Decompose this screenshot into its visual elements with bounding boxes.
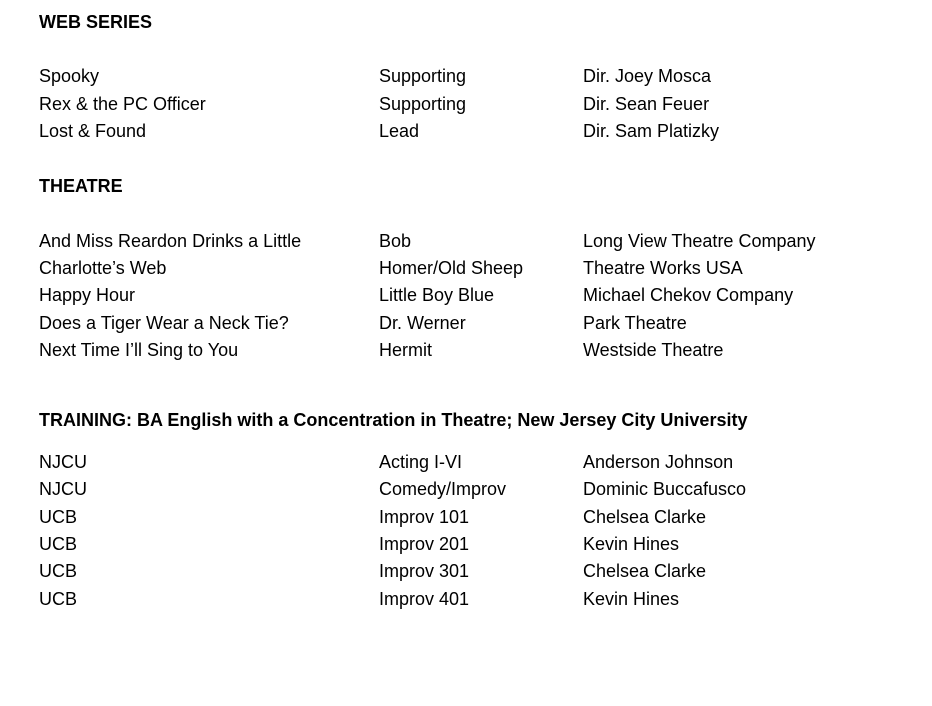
credit-director: Dir. Sam Platizky: [583, 121, 720, 141]
credit-role: Bob: [379, 231, 412, 251]
credit-company: Park Theatre: [583, 313, 687, 333]
training-row: [0, 588, 932, 610]
training-teacher: Dominic Buccafusco: [583, 479, 747, 499]
training-row: [0, 506, 932, 528]
training-school: UCB: [39, 561, 78, 581]
credit-title: Does a Tiger Wear a Neck Tie?: [39, 313, 289, 333]
credit-title: Spooky: [39, 66, 100, 86]
training-course: Improv 401: [379, 589, 470, 609]
training-course: Comedy/Improv: [379, 479, 507, 499]
credit-role: Homer/Old Sheep: [379, 258, 524, 278]
theatre-heading: THEATRE: [39, 176, 123, 196]
credit-title: Lost & Found: [39, 121, 147, 141]
training-course: Acting I-VI: [379, 452, 463, 472]
theatre-row: [0, 312, 932, 334]
web-series-row: [0, 120, 932, 142]
theatre-row: [0, 284, 932, 306]
credit-title: And Miss Reardon Drinks a Little: [39, 231, 302, 251]
training-teacher: Chelsea Clarke: [583, 507, 707, 527]
credit-director: Dir. Joey Mosca: [583, 66, 712, 86]
credit-title: Next Time I’ll Sing to You: [39, 340, 239, 360]
credit-company: Westside Theatre: [583, 340, 724, 360]
training-school: NJCU: [39, 452, 87, 472]
training-course: Improv 201: [379, 534, 470, 554]
training-row: [0, 560, 932, 582]
training-course: Improv 301: [379, 561, 470, 581]
web-series-heading: WEB SERIES: [39, 12, 153, 32]
credit-role: Lead: [379, 121, 420, 141]
training-teacher: Anderson Johnson: [583, 452, 734, 472]
web-series-row: [0, 93, 932, 115]
credit-title: Rex & the PC Officer: [39, 94, 206, 114]
credit-role: Supporting: [379, 94, 467, 114]
credit-director: Dir. Sean Feuer: [583, 94, 710, 114]
credit-role: Dr. Werner: [379, 313, 466, 333]
theatre-row: [0, 339, 932, 361]
training-school: UCB: [39, 507, 78, 527]
training-heading: TRAINING: BA English with a Concentration in Theatre; New Jersey City University: [39, 410, 748, 430]
training-row: [0, 451, 932, 473]
training-course: Improv 101: [379, 507, 470, 527]
credit-role: Supporting: [379, 66, 467, 86]
credit-company: Michael Chekov Company: [583, 285, 794, 305]
training-school: NJCU: [39, 479, 87, 499]
credit-company: Long View Theatre Company: [583, 231, 816, 251]
credit-title: Happy Hour: [39, 285, 136, 305]
training-row: [0, 478, 932, 500]
training-teacher: Kevin Hines: [583, 589, 680, 609]
training-teacher: Chelsea Clarke: [583, 561, 707, 581]
web-series-row: [0, 65, 932, 87]
credit-role: Little Boy Blue: [379, 285, 495, 305]
training-row: [0, 533, 932, 555]
theatre-row: [0, 257, 932, 279]
training-teacher: Kevin Hines: [583, 534, 680, 554]
training-school: UCB: [39, 589, 78, 609]
credit-role: Hermit: [379, 340, 432, 360]
training-school: UCB: [39, 534, 78, 554]
credit-title: Charlotte’s Web: [39, 258, 167, 278]
theatre-row: [0, 230, 932, 252]
credit-company: Theatre Works USA: [583, 258, 743, 278]
